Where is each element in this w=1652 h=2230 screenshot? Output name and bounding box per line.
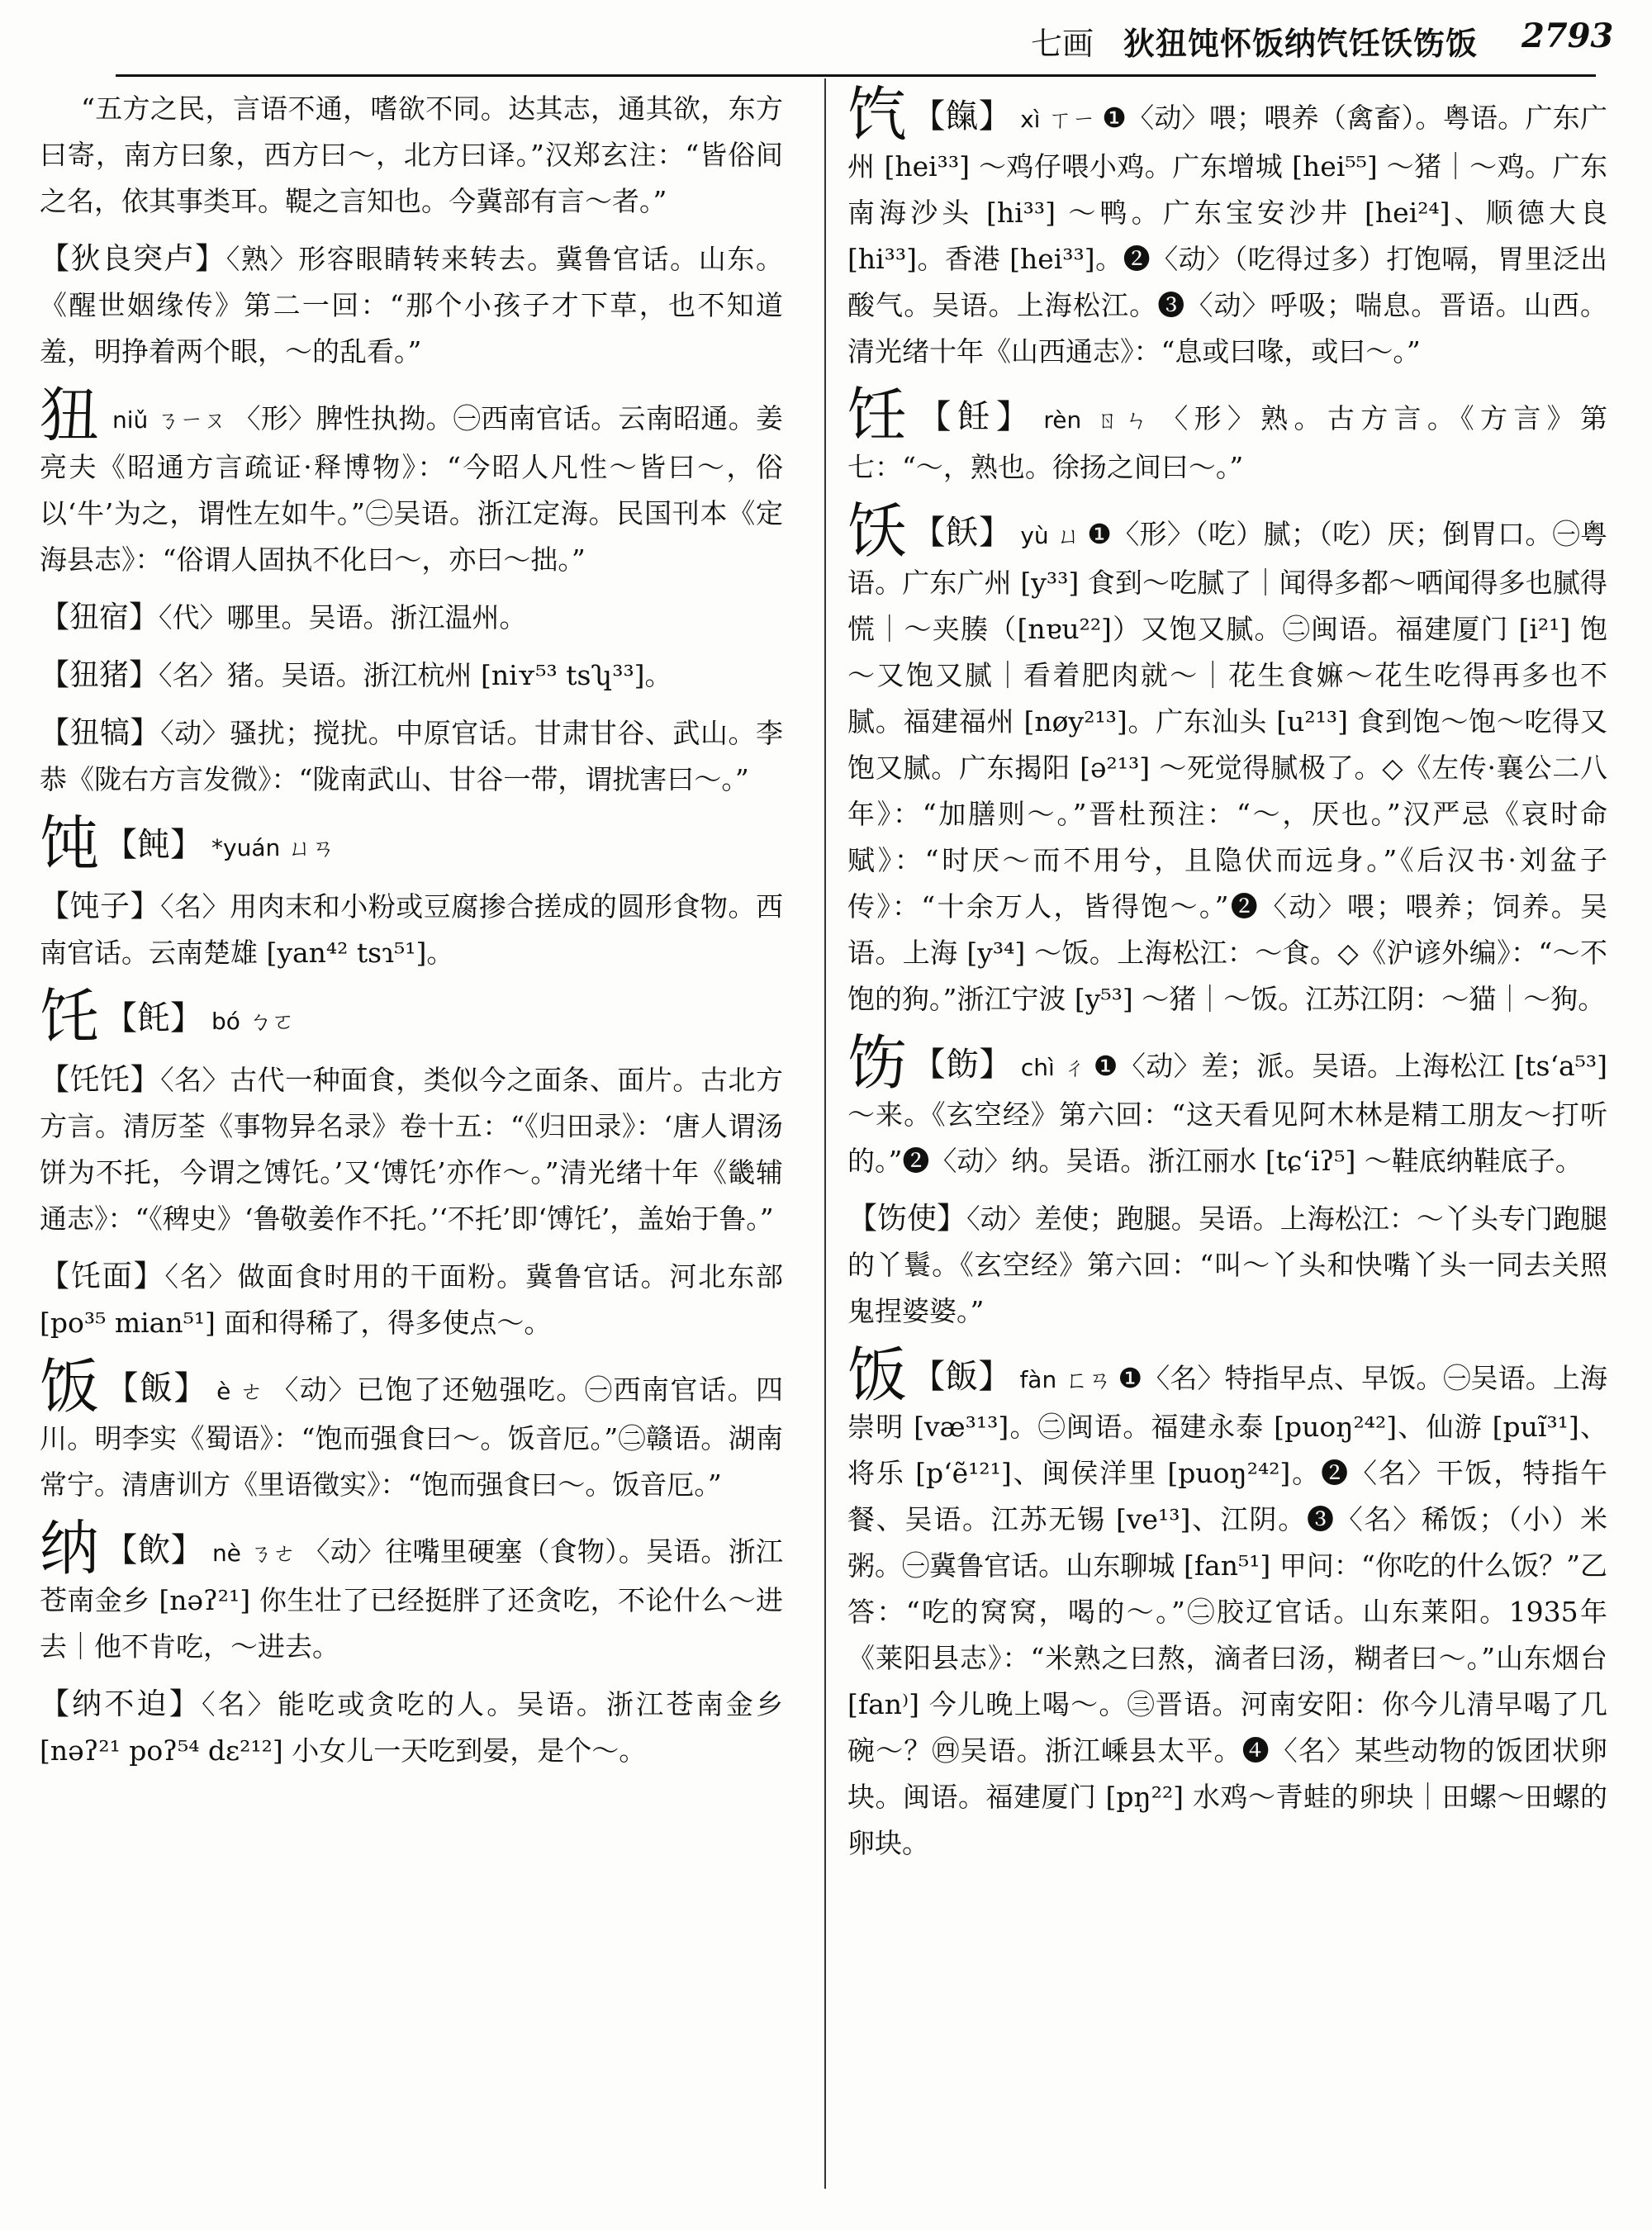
bopomofo: ㄔ	[1062, 1054, 1087, 1081]
pinyin: rèn	[1043, 406, 1082, 434]
definition: ❶〈动〉差；派。吴语。上海松江 [tsʻa⁵³] ～来。《玄空经》第六回：“这天看见阿木林是精工朋友～打听的。”❷〈动〉纳。吴语。浙江丽水 [tɕʻiʔ⁵] ～鞋底纳鞋底子。	[847, 1050, 1607, 1177]
headword: 饩	[847, 80, 908, 149]
headword: 饪	[847, 381, 908, 450]
traditional-form: 【餼】	[912, 97, 1013, 135]
pinyin: è	[216, 1378, 231, 1405]
header-chapter: 七画	[1031, 26, 1094, 62]
compound-entry	[40, 236, 783, 375]
dictionary-entry	[40, 1352, 784, 1508]
bopomofo: ㄋㄜ	[249, 1540, 297, 1567]
dictionary-entry	[847, 1028, 1607, 1184]
headword: 饬	[847, 1028, 908, 1098]
dictionary-entry	[847, 381, 1608, 491]
traditional-form: 【飯】	[912, 1358, 1012, 1396]
definition: 〈代〉哪里。吴语。浙江温州。	[159, 601, 527, 633]
left-column	[40, 86, 783, 1786]
headword: 饭	[40, 1352, 100, 1421]
bopomofo: ㄜ	[239, 1378, 265, 1405]
bopomofo: ㄋㄧㄡ	[156, 406, 227, 434]
dictionary-entry	[847, 496, 1607, 1022]
compound-headword: 【纳不迫】	[40, 1687, 202, 1721]
compound-headword: 【饦面】	[40, 1260, 165, 1293]
definition: 〈名〉做面食时用的干面粉。冀鲁官话。河北东部 [po³⁵ mian⁵¹] 面和得稀了，得多使点～。	[40, 1260, 783, 1339]
header-rule	[116, 74, 1596, 77]
definition: 〈动〉已饱了还勉强吃。㊀西南官话。四川。明李实《蜀语》：“饱而强食曰～。饭音厄。”㊁赣语。湖南常宁。清唐训方《里语徵实》：“饱而强食曰～。饭音厄。”	[40, 1374, 784, 1501]
compound-entry	[40, 1057, 783, 1242]
definition: “五方之民，言语不通，嗜欲不同。达其志，通其欲，东方曰寄，南方曰象，西方曰～，北方曰译。”汉郑玄注：“皆俗间之名，依其事类耳。鞮之言知也。今冀部有言～者。”	[40, 93, 783, 217]
traditional-form: 【飩】	[104, 826, 204, 864]
traditional-form: 【飯】	[104, 1369, 209, 1407]
definition: 〈名〉用肉末和小粉或豆腐掺合搓成的圆形食物。西南官话。云南楚雄 [yan⁴² tsɿ⁵¹]。	[40, 890, 783, 969]
definition: ❶〈名〉特指早点、早饭。㊀吴语。上海崇明 [væ³¹³]。㊁闽语。福建永泰 [puoŋ²⁴²]、仙游 [puĩ³¹]、将乐 [pʻẽ¹²¹]、闽侯洋里 [puoŋ²⁴²]。❷〈名〉干饭，特指午餐、吴语。江苏无锡 [ve¹³]、江阴。❸〈名〉稀饭；（小）米粥。㊀冀鲁官话。山东聊城 [fan⁵¹] 甲问：“你吃的什么饭？”乙答：“吃的窝窝，喝的～。”㊁胶辽官话。山东莱阳。1935年《莱阳县志》：“米熟之曰熬，滴者曰汤，糊者曰～。”山东烟台 [fan⁾] 今儿晚上喝～。㊂晋语。河南安阳：你今儿清早喝了几碗～？㊃吴语。浙江嵊县太平。❹〈名〉某些动物的饭团状卵块。闽语。福建厦门 [pŋ²²] 水鸡～青蛙的卵块｜田螺～田螺的卵块。	[847, 1362, 1607, 1859]
compound-entry	[40, 1682, 783, 1774]
definition: ❶〈动〉喂；喂养（禽畜）。粤语。广东广州 [hei³³] ～鸡仔喂小鸡。广东增城 [hei⁵⁵] ～猪｜～鸡。广东南海沙头 [hi³³] ～鸭。广东宝安沙井 [hei²⁴]、顺德大良 [hi³³]。香港 [hei³³]。❷〈动〉（吃得过多）打饱嗝，胃里泛出酸气。吴语。上海松江。❸〈动〉呼吸；喘息。晋语。山西。清光绪十年《山西通志》：“息或曰喙，或曰～。”	[847, 102, 1607, 368]
compound-entry	[40, 884, 783, 976]
compound-headword: 【饨子】	[40, 890, 161, 923]
pinyin: niǔ	[112, 406, 149, 434]
headword: 饦	[40, 982, 100, 1051]
dictionary-entry	[40, 381, 783, 583]
definition: 〈名〉能吃或贪吃的人。吴语。浙江苍南金乡 [nəʔ²¹ poʔ⁵⁴ dɛ²¹²] 小女儿一天吃到晏，是个～。	[40, 1688, 783, 1767]
page-header	[0, 0, 1652, 91]
page-number: 2793	[1521, 17, 1614, 55]
pinyin: nè	[211, 1540, 241, 1567]
traditional-form: 【飲】	[104, 1531, 204, 1569]
traditional-form: 【飫】	[912, 514, 1013, 552]
pinyin: *yuán	[211, 834, 281, 861]
compound-entry	[40, 595, 783, 641]
bopomofo: ㄩ	[1056, 522, 1081, 549]
definition: 〈名〉猪。吴语。浙江杭州 [niʏ⁵³ tsʮ³³]。	[159, 659, 672, 691]
right-column	[847, 80, 1608, 1878]
dictionary-entry	[847, 1340, 1607, 1867]
compound-entry	[40, 710, 783, 803]
pinyin: yù	[1020, 522, 1049, 549]
compound-headword: 【狃犒】	[40, 716, 161, 750]
headword: 饨	[40, 809, 100, 878]
header-index-chars: 狄狃饨怀饭纳饩饪饫饬饭	[1123, 25, 1479, 62]
column-divider	[824, 78, 826, 2189]
headword: 狃	[40, 381, 100, 450]
definition: 〈熟〉形容眼睛转来转去。冀鲁官话。山东。《醒世姻缘传》第二一回：“那个小孩子才下草，也不知道羞，明挣着两个眼，～的乱看。”	[40, 243, 783, 368]
pinyin: fàn	[1019, 1366, 1057, 1393]
headword: 饫	[847, 496, 908, 566]
bopomofo: ㄩㄢ	[288, 834, 335, 861]
pinyin: xì	[1020, 106, 1041, 133]
headword: 饭	[847, 1340, 908, 1410]
dictionary-entry	[40, 809, 783, 878]
dictionary-entry	[40, 1514, 783, 1670]
definition: 〈动〉骚扰；搅扰。中原官话。甘肃甘谷、武山。李恭《陇右方言发微》：“陇南武山、甘谷一带，谓扰害曰～。”	[40, 717, 783, 795]
traditional-form: 【飪】	[912, 398, 1036, 436]
definition: 〈动〉往嘴里硬塞（食物）。吴语。浙江苍南金乡 [nəʔ²¹] 你生壮了已经挺胖了还贪吃，不论什么～进去｜他不肯吃，～进去。	[40, 1535, 783, 1663]
pinyin: bó	[211, 1008, 240, 1035]
definition: 〈名〉古代一种面食，类似今之面条、面片。古北方方言。清厉荃《事物异名录》卷十五：“《归田录》：‘唐人谓汤饼为不托，今谓之馎饦。’又‘馎饦’亦作～。”清光绪十年《畿辅通志》：“《稗史》‘鲁敬姜作不托。’‘不托’即‘馎饦’，盖始于鲁。”	[40, 1064, 783, 1235]
entry-continuation	[40, 86, 783, 225]
compound-headword: 【饬使】	[847, 1202, 967, 1236]
compound-headword: 【狃猪】	[40, 658, 159, 692]
definition: 〈动〉差使；跑腿。吴语。上海松江：～丫头专门跑腿的丫鬟。《玄空经》第六回：“叫～丫头和快嘴丫头一同去关照鬼捏婆婆。”	[847, 1203, 1607, 1327]
bopomofo: ㄅㄛ	[248, 1008, 295, 1035]
compound-headword: 【狃宿】	[40, 600, 159, 634]
pinyin: chì	[1020, 1054, 1055, 1081]
compound-headword: 【狄良突卢】	[40, 242, 226, 276]
compound-entry	[40, 1254, 783, 1346]
headword: 纳	[40, 1514, 100, 1583]
bopomofo: ㄈㄢ	[1065, 1366, 1112, 1393]
bopomofo: ㄒㄧ	[1048, 106, 1096, 133]
traditional-form: 【飭】	[912, 1046, 1013, 1084]
definition: 〈形〉脾性执拗。㊀西南官话。云南昭通。姜亮夫《昭通方言疏证·释博物》：“今昭人凡性～皆曰～，俗以‘牛’为之，谓性左如牛。”㊁吴语。浙江定海。民国刊本《定海县志》：“俗谓人固执不化曰～，亦曰～拙。”	[40, 402, 783, 576]
dictionary-entry	[847, 80, 1607, 375]
definition: ❶〈形〉（吃）腻；（吃）厌；倒胃口。㊀粤语。广东广州 [y³³] 食到～吃腻了｜闻得多都～哂闻得多也腻得慌｜～夹腠（[nɐu²²]）又饱又腻。㊁闽语。福建厦门 [i²¹] 饱～又饱又腻｜看着肥肉就～｜花生食嫲～花生吃得再多也不腻。福建福州 [nøy²¹³]。广东汕头 [u²¹³] 食到饱～饱～吃得又饱又腻。广东揭阳 [ə²¹³] ～死觉得腻极了。◇《左传·襄公二八年》：“加膳则～。”晋杜预注：“～，厌也。”汉严忌《哀时命赋》：“时厌～而不用兮，且隐伏而远身。”《后汉书·刘盆子传》：“十余万人，皆得饱～。”❷〈动〉喂；喂养；饲养。吴语。上海 [y³⁴] ～饭。上海松江：～食。◇《沪谚外编》：“～不饱的狗。”浙江宁波 [y⁵³] ～猪｜～饭。江苏江阴：～猫｜～狗。	[847, 518, 1607, 1015]
bopomofo: ㄖㄣ	[1089, 406, 1155, 434]
dictionary-entry	[40, 982, 783, 1051]
compound-entry	[847, 1196, 1607, 1335]
compound-entry	[40, 652, 783, 699]
definition: 〈形〉熟。古方言。《方言》第七：“～，熟也。徐扬之间曰～。”	[847, 402, 1608, 483]
traditional-form: 【飥】	[104, 999, 204, 1037]
compound-headword: 【饦饦】	[40, 1063, 161, 1097]
